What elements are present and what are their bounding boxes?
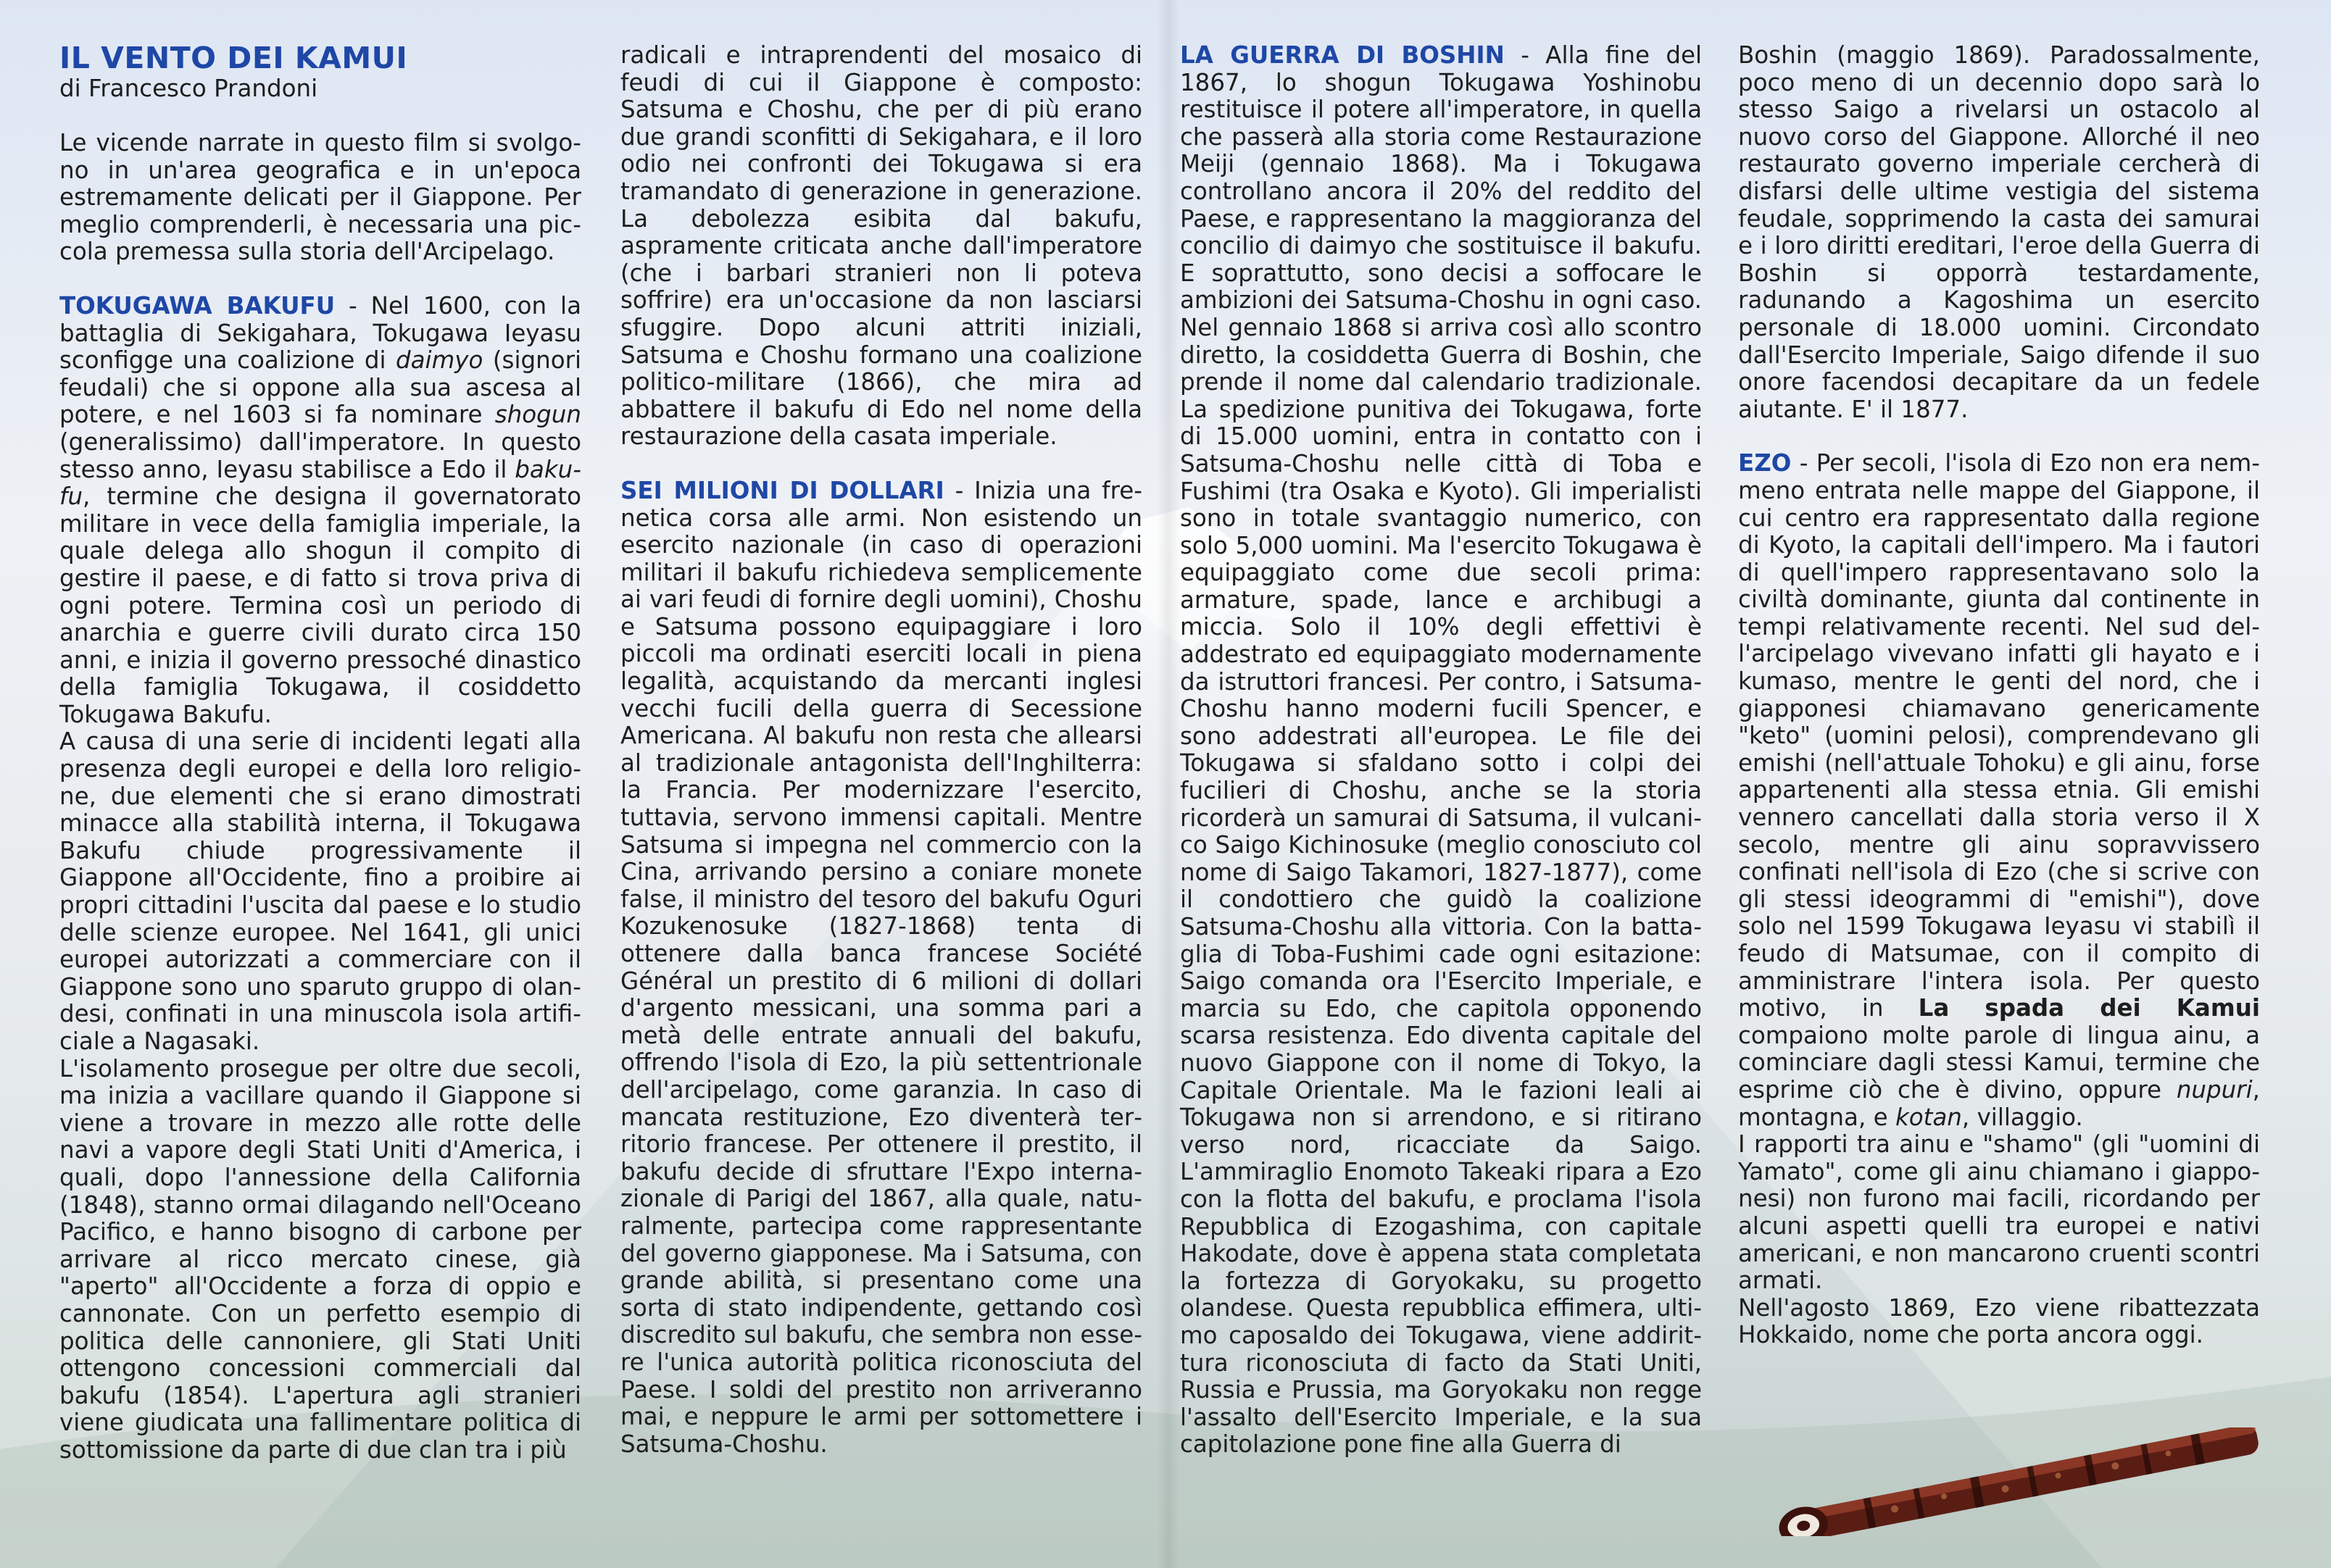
section-tokugawa-bakufu: TOKUGAWA BAKUFU - Nel 1600, con la battaglia di Sekigahara, Tokugawa Ieyasu sconfigge una coalizione di daimyo (signori feudali) che si oppone alla sua ascesa al potere, e nel 1603 si fa nominare shogun (generalissimo) dall'imperatore. In questo stesso anno, Ieyasu stabilisce a Edo il bakufu, termine che designa il governatorato militare in vece della famiglia imperiale, la quale delega allo shogun il compito di gestire il paese, e di fatto si trova priva di ogni potere. Termina così un periodo di anarchia e guerre civili durato circa 150 anni, e inizia il governo pressoché dinastico della famiglia Tokugawa, il cosiddetto Tokugawa Bakufu. bbox=[59, 291, 581, 728]
section-sei-milioni: SEI MILIONI DI DOLLARI - Inizia una frenetica corsa alle armi. Non esistendo un esercito nazionale (in caso di operazioni militari il bakufu richiedeva semplicemente ai vari feudi di fornire degli uomini), Choshu e Satsuma possono equipaggiare i loro piccoli ma ordinati eserciti locali in piena legalità, acquistando da mercanti inglesi vecchi fucili della guerra di Secessione Americana. Al bakufu non resta che allearsi al tradizionale antagonista dell'Inghilterra: la Francia. Per modernizzare l'esercito, tuttavia, servono immensi capitali. Mentre Satsuma si impegna nel commercio con la Cina, arrivando persino a coniare monete false, il ministro del tesoro del bakufu Oguri Kozukenosuke (1827-1868) tenta di ottenere dalla banca francese Société Général un prestito di 6 milioni di dollari d'argento messicani, una somma pari a metà delle entrate annuali del bakufu, offrendo l'isola di Ezo, la più settentrionale dell'arcipelago, come garanzia. In caso di mancata restituzione, Ezo diventerà territorio francese. Per ottenere il prestito, il bakufu decide di sfruttare l'Expo internazionale di Parigi del 1867, alla quale, naturalmente, partecipa come rappresentante del governo giapponese. Ma i Satsuma, con grande abilità, si presentano come una sorta di stato indipendente, gettando così discredito sul bakufu, che sembra non essere l'unica autorità politica riconosciuta del Paese. I soldi del prestito non arriveranno mai, e neppure le armi per sottomettere i Satsuma-Choshu. bbox=[620, 476, 1142, 1458]
paragraph: Nell'agosto 1869, Ezo viene ribattezzata Hokkaido, nome che porta ancora oggi. bbox=[1738, 1293, 2260, 1349]
column-3 bbox=[1180, 42, 1702, 1459]
heading-sei-milioni: SEI MILIONI DI DOLLARI bbox=[620, 476, 944, 504]
article-title: IL VENTO DEI KAMUI bbox=[59, 41, 408, 75]
paragraph: Boshin (maggio 1869). Paradossalmente, poco meno di un decennio dopo sarà lo stesso Saigo a rivelarsi un ostacolo al nuovo corso del Giappone. Allorché il neo restaurato governo imperiale cercherà di disfarsi delle ultime vestigia del sistema feudale, sopprimendo la casta dei samurai e i loro diritti ereditari, l'eroe della Guerra di Boshin si opporrà testardamente, radunando a Kagoshima un esercito personale di 18.000 uomini. Circondato dall'Esercito Imperiale, Saigo difende il suo onore facendosi decapitare da un fedele aiutante. E' il 1877. bbox=[1738, 41, 2260, 423]
paragraph: I rapporti tra ainu e "shamo" (gli "uomini di Yamato", come gli ainu chiamano i giapponesi) non furono mai facili, ricordando per alcuni aspetti quelli tra europei e nativi americani, e non mancarono cruenti scontri armati. bbox=[1738, 1130, 2260, 1295]
paragraph: A causa di una serie di incidenti legati alla presenza degli europei e della loro religione, due elementi che si erano dimostrati minacce alla stabilità interna, il Tokugawa Bakufu chiude progressivamente il Giappone all'Occidente, fino a proibire ai propri cittadini l'uscita dal paese e lo studio delle scienze europee. Nel 1641, gli unici europei autorizzati a commerciare con il Giappone sono uno sparuto gruppo di olandesi, confinati in una minuscola isola artificiale a Nagasaki. bbox=[59, 727, 581, 1055]
article-author: di Francesco Prandoni bbox=[59, 75, 318, 102]
ainu-flute-icon bbox=[1754, 1427, 2276, 1536]
paragraph: L'isolamento prosegue per oltre due secoli, ma inizia a vacillare quando il Giappone si viene a trovare in mezzo alle rotte delle navi a vapore degli Stati Uniti d'America, i quali, dopo l'annessione della California (1848), stanno ormai dilagando nell'Oceano Pacifico, e hanno bisogno di carbone per arrivare al ricco mercato cinese, già "aperto" all'Occidente a forza di oppio e cannonate. Con un perfetto esempio di politica delle cannoniere, gli Stati Uniti ottengono concessioni commerciali dal bakufu (1854). L'apertura agli stranieri viene giudicata una fallimentare politica di sottomissione da parte di due clan tra i più bbox=[59, 1054, 581, 1464]
page-fold bbox=[1157, 0, 1180, 1568]
paragraph: radicali e intraprendenti del mosaico di feudi di cui il Giappone è composto: Satsuma e Choshu, che per di più erano due grandi sconfitti di Sekigahara, e il loro odio nei confronti dei Tokugawa si era tramandato di generazione in generazione. La debolezza esibita dal bakufu, aspramente criticata anche dall'imperatore (che i barbari stranieri non li poteva soffrire) era un'occasione da non lasciarsi sfuggire. Dopo alcuni attriti iniziali, Satsuma e Choshu formano una coalizione politico-militare (1866), che mira ad abbattere il bakufu di Edo nel nome della restaurazione della casata imperiale. bbox=[620, 41, 1142, 451]
intro-paragraph: Le vicende narrate in questo film si svolgono in un'area geografica e in un'epoca estremamente delicati per il Giappone. Per meglio comprenderli, è necessaria una piccola premessa sulla storia dell'Arcipelago. bbox=[59, 129, 581, 266]
column-2 bbox=[620, 42, 1142, 1458]
heading-guerra-boshin: LA GUERRA DI BOSHIN bbox=[1180, 41, 1505, 69]
film-title: La spada dei Kamui bbox=[1918, 994, 2260, 1022]
section-guerra-boshin: LA GUERRA DI BOSHIN - Alla fine del 1867, lo shogun Tokugawa Yoshinobu restituisce il potere all'imperatore, in quella che passerà alla storia come Restaurazione Meiji (gennaio 1868). Ma i Tokugawa controllano ancora il 20% del reddito del Paese, e rappresentano la maggioranza del concilio di daimyo che sostituisce il bakufu. E soprattutto, sono decisi a soffocare le ambizioni dei Satsuma-Choshu in ogni caso. Nel gennaio 1868 si arriva così allo scontro diretto, la cosiddetta Guerra di Boshin, che prende il nome dal calendario tradizionale. La spedizione punitiva dei Tokugawa, forte di 15.000 uomini, entra in contatto con i Satsuma-Choshu nelle città di Toba e Fushimi (tra Osaka e Kyoto). Gli imperialisti sono in totale svantaggio numerico, con solo 5,000 uomini. Ma l'esercito Tokugawa è equipaggiato come due secoli prima: armature, spade, lance e archibugi a miccia. Solo il 10% degli effettivi è addestrato ed equipaggiato modernamente da istruttori francesi. Per contro, i Satsuma-Choshu hanno moderni fucili Spencer, e sono addestrati all'europea. Le file dei Tokugawa si sfaldano sotto i colpi dei fucilieri di Choshu, anche se la storia ricorderà un samurai di Satsuma, il vulcanico Saigo Kichinosuke (meglio conosciuto col nome di Saigo Takamori, 1827-1877), come il condottiero che guidò la coalizione Satsuma-Choshu alla vittoria. Con la battaglia di Toba-Fushimi cade ogni esitazione: Saigo comanda ora l'Esercito Imperiale, e marcia su Edo, che capitola opponendo scarsa resistenza. Edo diventa capitale del nuovo Giappone con il nome di Tokyo, la Capitale Orientale. Ma le fazioni leali ai Tokugawa non si arrendono, e si ritirano verso nord, ricacciate da Saigo. L'ammiraglio Enomoto Takeaki ripara a Ezo con la flotta del bakufu, e proclama l'isola Repubblica di Ezogashima, con capitale Hakodate, dove è appena stata completata la fortezza di Goryokaku, su progetto olandese. Questa repubblica effimera, ultimo caposaldo dei Tokugawa, viene addirittura riconosciuta di facto da Stati Uniti, Russia e Prussia, ma Goryokaku non regge l'assalto dell'Esercito Imperiale, e la sua capitolazione pone fine alla Guerra di bbox=[1180, 41, 1702, 1459]
heading-ezo: EZO bbox=[1738, 449, 1792, 478]
column-4 bbox=[1738, 42, 2260, 1349]
column-1 bbox=[59, 42, 581, 1464]
heading-tokugawa-bakufu: TOKUGAWA BAKUFU bbox=[59, 291, 336, 320]
section-ezo: EZO - Per secoli, l'isola di Ezo non era nemmeno entrata nelle mappe del Giappone, il cui centro era rappresentato dalla regione di Kyoto, la capitali dell'impero. Ma i fautori di quell'impero rappresentavano solo la civiltà dominante, giunta dal continente in tempi relativamente recenti. Nel sud dell'arcipelago vivevano infatti gli hayato e i kumaso, mentre le genti del nord, che i giapponesi chiamavano genericamente "keto" (uomini pelosi), comprendevano gli emishi (nell'attuale Tohoku) e gli ainu, forse appartenenti alla stessa etnia. Gli emishi vennero cancellati dalla storia verso il X secolo, mentre gli ainu sopravvissero confinati nell'isola di Ezo (che si scrive con gli stessi ideogrammi di "emishi"), dove solo nel 1599 Tokugawa Ieyasu vi stabilì il feudo di Matsumae, con il compito di amministrare l'intera isola. Per questo motivo, in La spada dei Kamui compaiono molte parole di lingua ainu, a cominciare dagli stessi Kamui, termine che esprime ciò che è divino, oppure nupuri, montagna, e kotan, villaggio. bbox=[1738, 449, 2260, 1131]
